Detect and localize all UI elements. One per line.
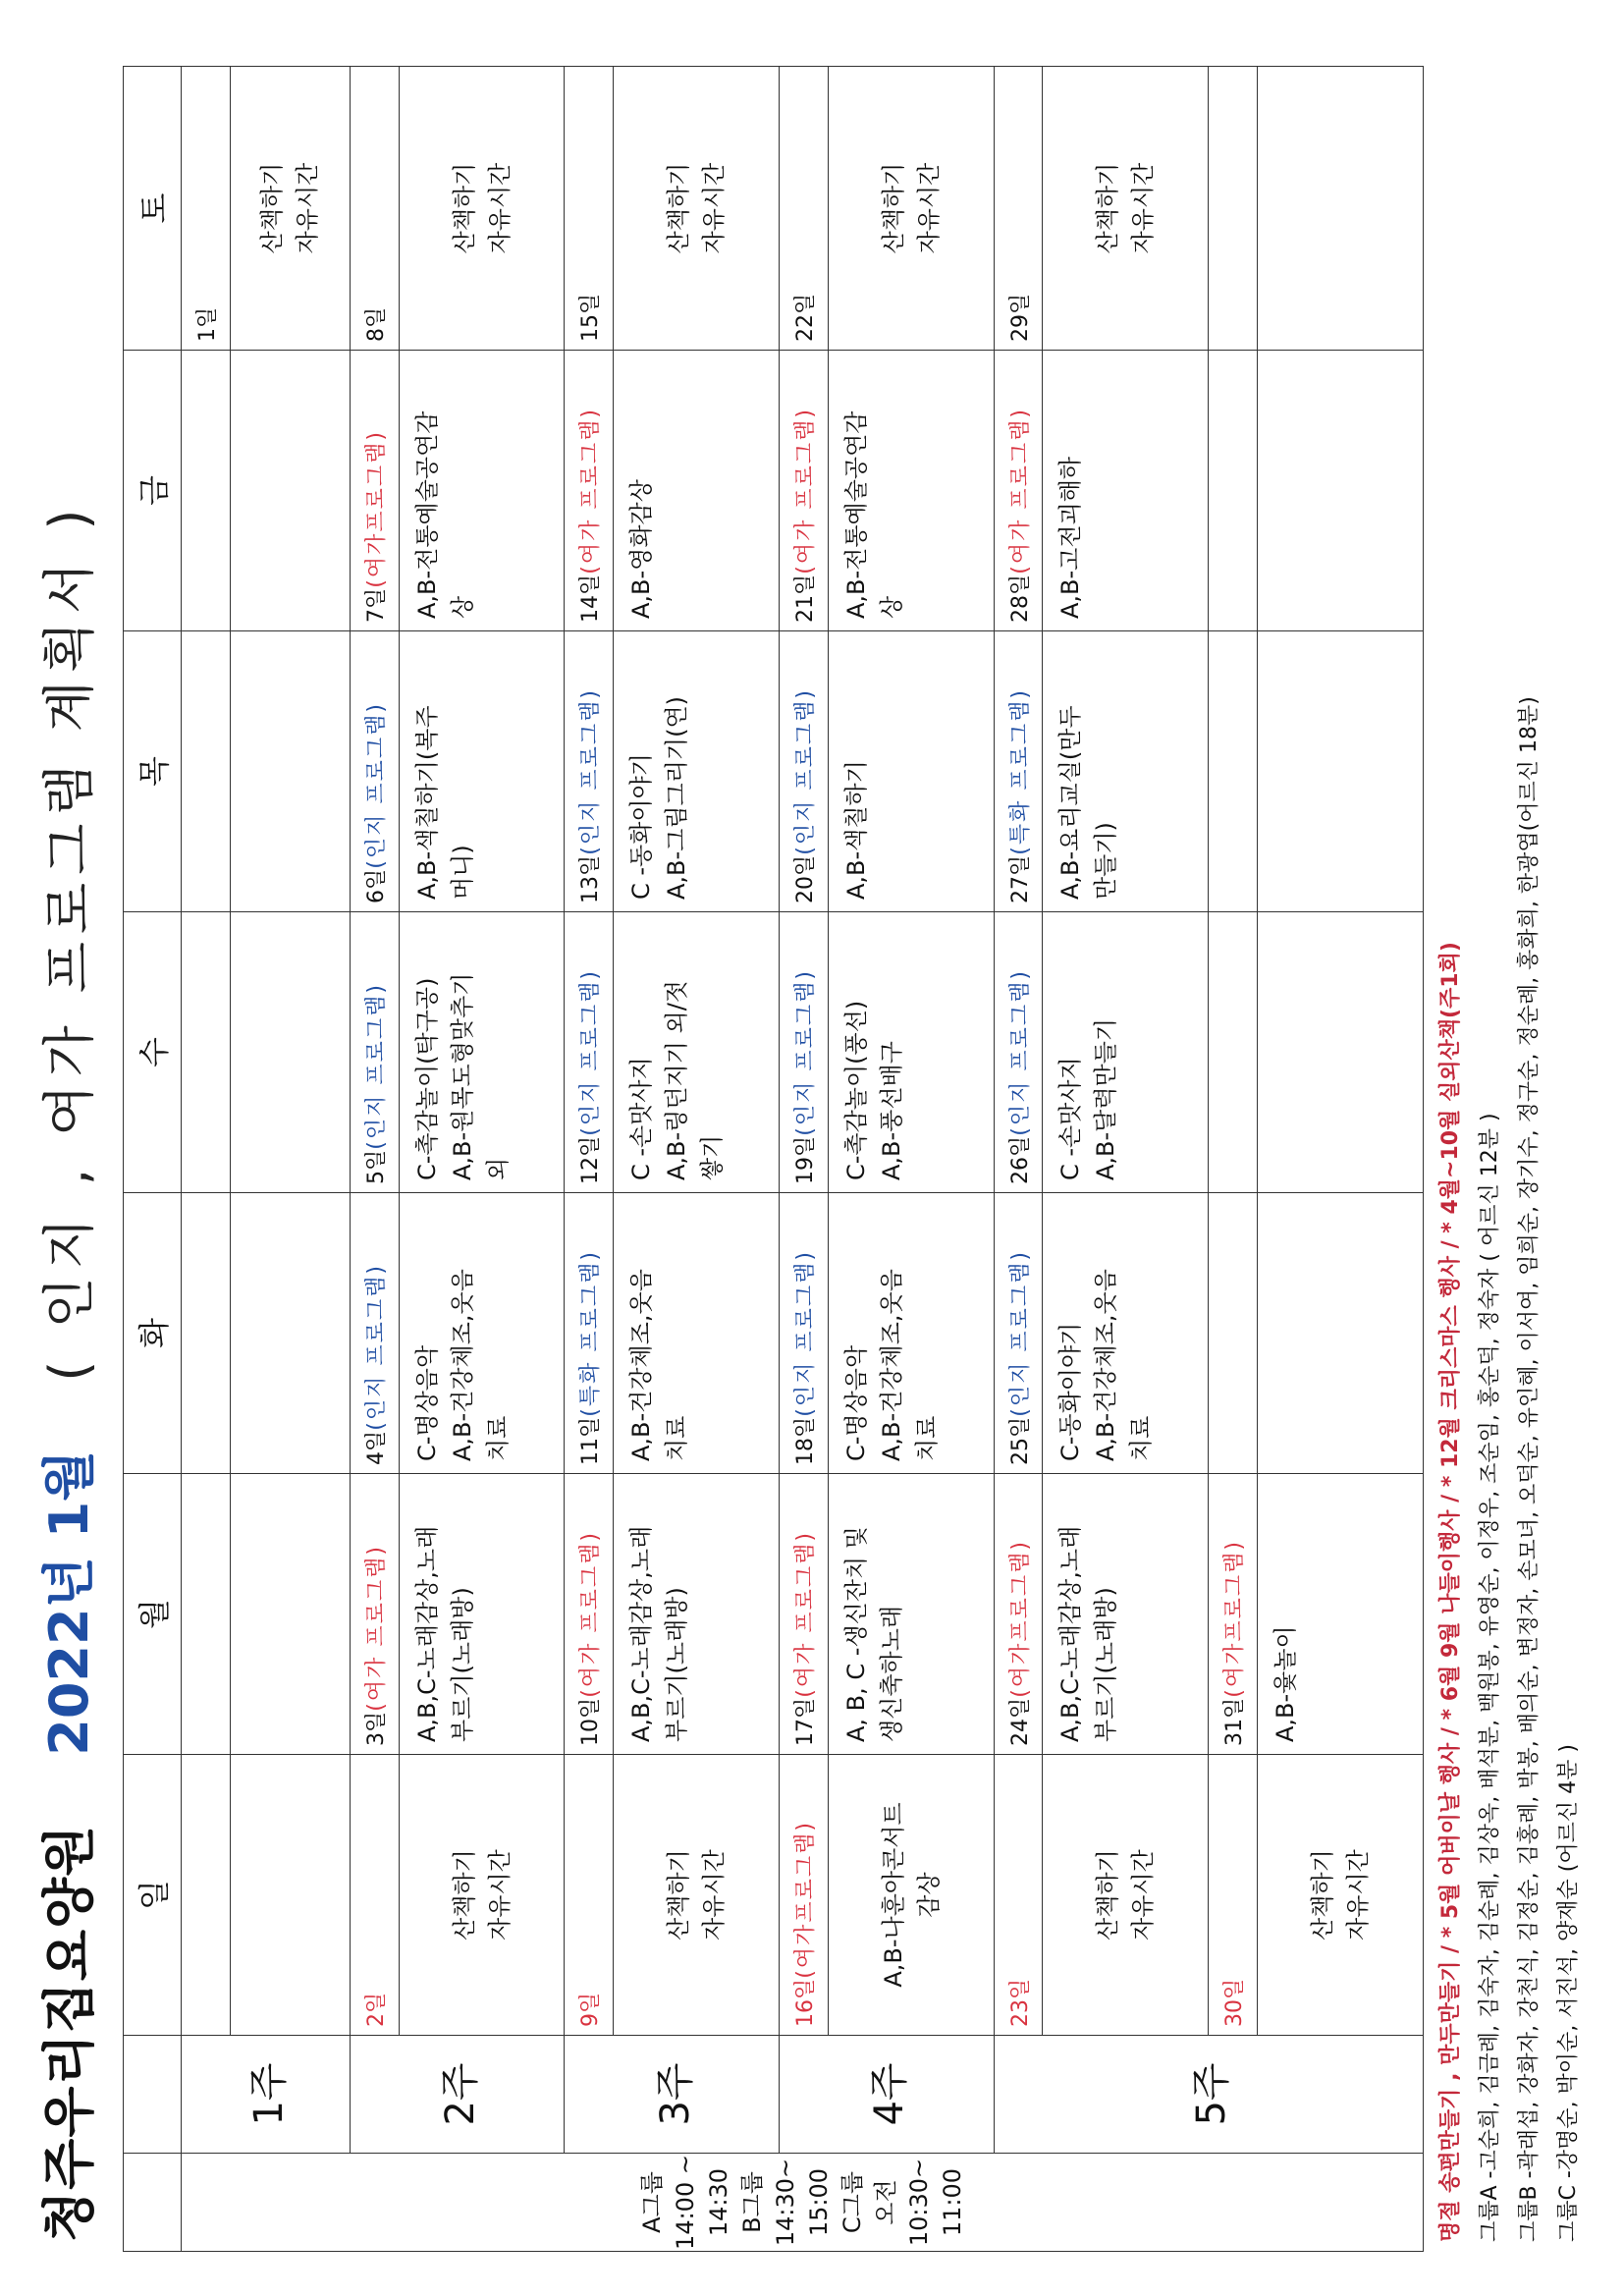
date-number: 15일 [578,293,604,342]
activity-text: 산책하기 자유시간 [1094,1849,1158,1941]
day-date-mon [350,1474,399,1755]
day-date-sat [182,67,231,351]
day-date-mon [565,1474,614,1755]
day-date-mon [1209,1474,1258,1755]
date-number: 29일 [1007,293,1033,342]
activity-text: A,B,C-노래감상,노래 부르기(노래방) [1056,1525,1120,1742]
program-type-tag: (인지 프로그램) [578,969,604,1136]
group-time-label: 15:00 [805,2167,833,2237]
day-date-sun [780,1755,829,2036]
day-activity-tue [614,1193,780,1474]
activity-text: C -동화이야기 A,B-그림그리기(연) [627,695,691,900]
day-date-tue [350,1193,399,1474]
day-date-wed [994,912,1043,1193]
group-a-members: 그룹A -고순희, 김금례, 김숙자, 김순례, 김상옥, 배석분, 백원봉, 유영순, 이정우, 조순임, 홍순덕, 정숙자 ( 어르신 12분 ) [1478,1113,1502,2242]
activity-text: A,B-색칠하기(복주 머니) [412,705,476,900]
date-number: 4일 [363,1430,389,1465]
day-activity-wed [399,912,565,1193]
day-activity-sun [614,1755,780,2036]
day-date-thu [994,631,1043,912]
activity-text: 산책하기 자유시간 [1094,162,1158,254]
day-date-sun [182,1755,231,2036]
day-activity-thu [1043,631,1209,912]
schedule-body [182,67,1424,2252]
program-type-tag: (인지 프로그램) [792,688,818,855]
activity-text: A,B-윷놀이 [1271,1625,1300,1742]
week-label: 5주 [994,2036,1423,2154]
program-type-tag: (인지 프로그램) [363,1264,389,1431]
header-blank-group [124,2154,182,2252]
day-activity-sun [828,1755,994,2036]
day-activity-fri [828,351,994,631]
group-schedule-column [182,2154,1424,2252]
program-type-tag: (인지 프로그램) [792,969,818,1136]
plan-type: ( 인지 , 여가 프로그램 계획서 ) [37,501,100,1382]
day-activity-mon [614,1474,780,1755]
week-label: 4주 [780,2036,995,2154]
group-time-label: B그룹 [738,2171,766,2233]
date-number: 19일 [792,1135,818,1184]
day-date-wed [182,912,231,1193]
day-date-thu [350,631,399,912]
activity-text: A,B-고전괴해하 [1056,456,1085,619]
program-type-tag: (여가프로그램) [363,430,389,588]
program-type-tag: (인지 프로그램) [363,983,389,1150]
day-activity-mon [828,1474,994,1755]
activity-text: 산책하기 자유시간 [450,1849,514,1941]
day-activity-fri [399,351,565,631]
facility-name: 청주우리집요양원 [37,1824,100,2242]
activity-text: A,B,C-노래감상,노래 부르기(노래방) [412,1525,476,1742]
day-date-thu [1209,631,1258,912]
week-content-row [1258,67,1424,2252]
day-date-thu [182,631,231,912]
day-activity-tue [399,1193,565,1474]
group-time-label: 14:00 ~ [672,2155,699,2250]
week-date-row [994,67,1043,2252]
day-activity-fri [614,351,780,631]
program-type-tag: (인지 프로그램) [363,702,389,869]
date-number: 23일 [1007,1978,1033,2027]
day-activity-fri [1258,351,1424,631]
header-row [124,67,182,2252]
day-activity-wed [1258,912,1424,1193]
program-type-tag: (여가프로그램) [1222,1540,1248,1698]
day-date-thu [780,631,829,912]
program-type-tag: (인지 프로그램) [792,1250,818,1417]
program-type-tag: (인지 프로그램) [578,688,604,855]
date-number: 31일 [1222,1697,1248,1746]
date-number: 25일 [1007,1416,1033,1465]
date-number: 17일 [792,1697,818,1746]
date-number: 9일 [578,1992,604,2027]
header-fri: 금 [124,351,182,631]
header-thu: 목 [124,631,182,912]
header-sun: 일 [124,1755,182,2036]
day-activity-wed [230,912,350,1193]
date-number: 16일 [792,1978,818,2027]
activity-text: 산책하기 자유시간 [450,162,514,254]
day-date-sun [565,1755,614,2036]
activity-text: C -손맛사지 A,B-링던지기 외/젓 쌓기 [627,980,727,1180]
day-date-sun [1209,1755,1258,2036]
activity-text: A,B-요리교실(만두 만들기) [1056,705,1120,900]
day-activity-thu [828,631,994,912]
date-number: 20일 [792,854,818,903]
activity-text: 산책하기 자유시간 [1309,1849,1373,1941]
year-month: 2022년 1월 [37,1449,100,1756]
day-activity-sat [399,67,565,351]
date-number: 30일 [1222,1978,1248,2027]
date-number: 2일 [363,1992,389,2027]
date-number: 21일 [792,574,818,623]
activity-text: C-촉감놀이(풍선) A,B-풍선배구 [841,1000,905,1180]
program-type-tag: (여가 프로그램) [1007,408,1033,574]
day-activity-mon [1258,1474,1424,1755]
program-type-tag: (여가 프로그램) [792,1531,818,1698]
date-number: 27일 [1007,854,1033,903]
activity-text: A,B-전통예술공연감 상 [841,410,905,619]
day-date-sat [1209,67,1258,351]
day-date-sun [994,1755,1043,2036]
week-content-row [399,67,565,2252]
program-type-tag: (여가 프로그램) [578,408,604,574]
date-number: 8일 [363,306,389,342]
week-content-row [614,67,780,2252]
date-number: 10일 [578,1697,604,1746]
date-number: 14일 [578,574,604,623]
date-number: 6일 [363,868,389,903]
activity-text: A,B-전통예술공연감 상 [412,410,476,619]
day-activity-fri [230,351,350,631]
day-date-thu [565,631,614,912]
activity-text: 산책하기 자유시간 [258,162,322,254]
day-activity-sat [828,67,994,351]
date-number: 26일 [1007,1135,1033,1184]
week-content-row [1043,67,1209,2252]
day-activity-mon [399,1474,565,1755]
day-activity-wed [828,912,994,1193]
activity-text: A,B-영화감상 [627,479,656,619]
day-date-fri [994,351,1043,631]
day-activity-sun [1258,1755,1424,2036]
date-number: 28일 [1007,574,1033,623]
day-activity-thu [399,631,565,912]
day-date-wed [1209,912,1258,1193]
day-date-sat [350,67,399,351]
day-date-sat [565,67,614,351]
activity-text: C-동화이야기 A,B-건강체조,웃음 치료 [1056,1269,1156,1461]
week-content-row [230,67,350,2252]
date-number: 11일 [578,1416,604,1465]
day-date-tue [565,1193,614,1474]
date-number: 3일 [363,1711,389,1746]
header-mon: 월 [124,1474,182,1755]
program-type-tag: (특화 프로그램) [1007,688,1033,855]
date-number: 1일 [194,306,220,342]
day-date-sun [350,1755,399,2036]
day-date-mon [182,1474,231,1755]
day-date-mon [780,1474,829,1755]
day-date-tue [182,1193,231,1474]
date-number: 13일 [578,854,604,903]
day-activity-fri [1043,351,1209,631]
date-number: 18일 [792,1416,818,1465]
day-date-mon [994,1474,1043,1755]
week-label: 3주 [565,2036,780,2154]
day-activity-thu [1258,631,1424,912]
day-activity-tue [828,1193,994,1474]
day-activity-sun [230,1755,350,2036]
activity-text: 산책하기 자유시간 [665,162,729,254]
week-label: 1주 [182,2036,351,2154]
group-time-label: 14:30~ [772,2158,799,2247]
schedule-table [123,66,1424,2252]
day-activity-tue [1043,1193,1209,1474]
program-type-tag: (여가프로그램) [792,1821,818,1979]
activity-text: A,B-건강체조,웃음 치료 [627,1269,691,1461]
activity-text: 산책하기 자유시간 [665,1849,729,1941]
annual-events-note: 명절 송편만들기 , 만두만들기 / * 5월 어버이날 행사 / * 6월 9월 나들이행사 / * 12월 크리스마스 행사 / * 4월~10월 실외산책(주1회) [1438,942,1463,2242]
day-date-wed [780,912,829,1193]
day-date-fri [780,351,829,631]
activity-text: A,B-색칠하기 [841,760,870,900]
day-date-fri [565,351,614,631]
header-blank-week [124,2036,182,2154]
day-date-wed [350,912,399,1193]
header-sat: 토 [124,67,182,351]
program-type-tag: (여가프로그램) [1007,1540,1033,1698]
day-activity-sat [1258,67,1424,351]
program-type-tag: (여가 프로그램) [792,408,818,574]
week-date-row [565,67,614,2252]
day-activity-sat [614,67,780,351]
day-activity-tue [1258,1193,1424,1474]
group-time-label: 10:30~ [905,2158,933,2247]
group-time-label: 11:00 [939,2167,966,2237]
group-time-label: 14:30 [705,2167,732,2237]
group-b-members: 그룹B -곽래섭, 강화자, 강천식, 김정순, 김홍례, 박봉, 배의순, 변정자, 손모녀, 오덕순, 유인혜, 이서여, 임희순, 장기수, 정구순, 정순례, 홍화희, 한광엽(어르신 18분) [1517,696,1542,2242]
week-content-row [828,67,994,2252]
day-date-tue [994,1193,1043,1474]
week-date-row [182,67,231,2252]
day-activity-thu [230,631,350,912]
day-date-sat [994,67,1043,351]
program-type-tag: (여가 프로그램) [363,1545,389,1712]
activity-text: C-촉감놀이(탁구공) A,B-원목도형맞추기 외 [412,972,512,1180]
activity-text: A, B, C -생신잔치 및 생신축하노래 [841,1526,905,1742]
notes-section [1432,42,1589,2242]
day-date-sat [780,67,829,351]
program-type-tag: (특화 프로그램) [578,1250,604,1417]
program-type-tag: (여가 프로그램) [578,1531,604,1698]
group-c-members: 그룹C -강명순, 박이순, 서진석, 양재순 (어르신 4분 ) [1556,1744,1581,2242]
day-activity-wed [614,912,780,1193]
week-date-row [1209,67,1258,2252]
group-time-label: A그룹 [638,2171,666,2233]
program-type-tag: (인지 프로그램) [1007,1250,1033,1417]
week-date-row [350,67,399,2252]
day-activity-wed [1043,912,1209,1193]
day-date-fri [1209,351,1258,631]
activity-text: 산책하기 자유시간 [879,162,943,254]
activity-text: C -손맛사지 A,B-달력만들기 [1056,1017,1120,1180]
day-activity-mon [1043,1474,1209,1755]
group-time-label: C그룹 [839,2170,866,2234]
day-activity-sun [1043,1755,1209,2036]
date-number: 5일 [363,1149,389,1184]
day-date-fri [350,351,399,631]
day-activity-tue [230,1193,350,1474]
day-date-tue [780,1193,829,1474]
day-activity-sat [1043,67,1209,351]
header-wed: 수 [124,912,182,1193]
day-date-tue [1209,1193,1258,1474]
day-date-wed [565,912,614,1193]
day-activity-mon [230,1474,350,1755]
activity-text: A,B-나훈아콘서트 감상 [879,1802,943,1988]
week-label: 2주 [350,2036,565,2154]
activity-text: C-명상음악 A,B-건강체조,웃음 치료 [412,1269,512,1461]
group-time-label: 오전 [872,2179,899,2225]
day-activity-sat [230,67,350,351]
date-number: 24일 [1007,1697,1033,1746]
activity-text: A,B,C-노래감상,노래 부르기(노래방) [627,1525,691,1742]
document-title [26,502,104,2242]
day-activity-thu [614,631,780,912]
date-number: 7일 [363,587,389,623]
header-tue: 화 [124,1193,182,1474]
program-type-tag: (인지 프로그램) [1007,969,1033,1136]
date-number: 12일 [578,1135,604,1184]
day-activity-sun [399,1755,565,2036]
day-date-fri [182,351,231,631]
activity-text: C-명상음악 A,B-건강체조,웃음 치료 [841,1269,941,1461]
week-date-row [780,67,829,2252]
date-number: 22일 [792,293,818,342]
